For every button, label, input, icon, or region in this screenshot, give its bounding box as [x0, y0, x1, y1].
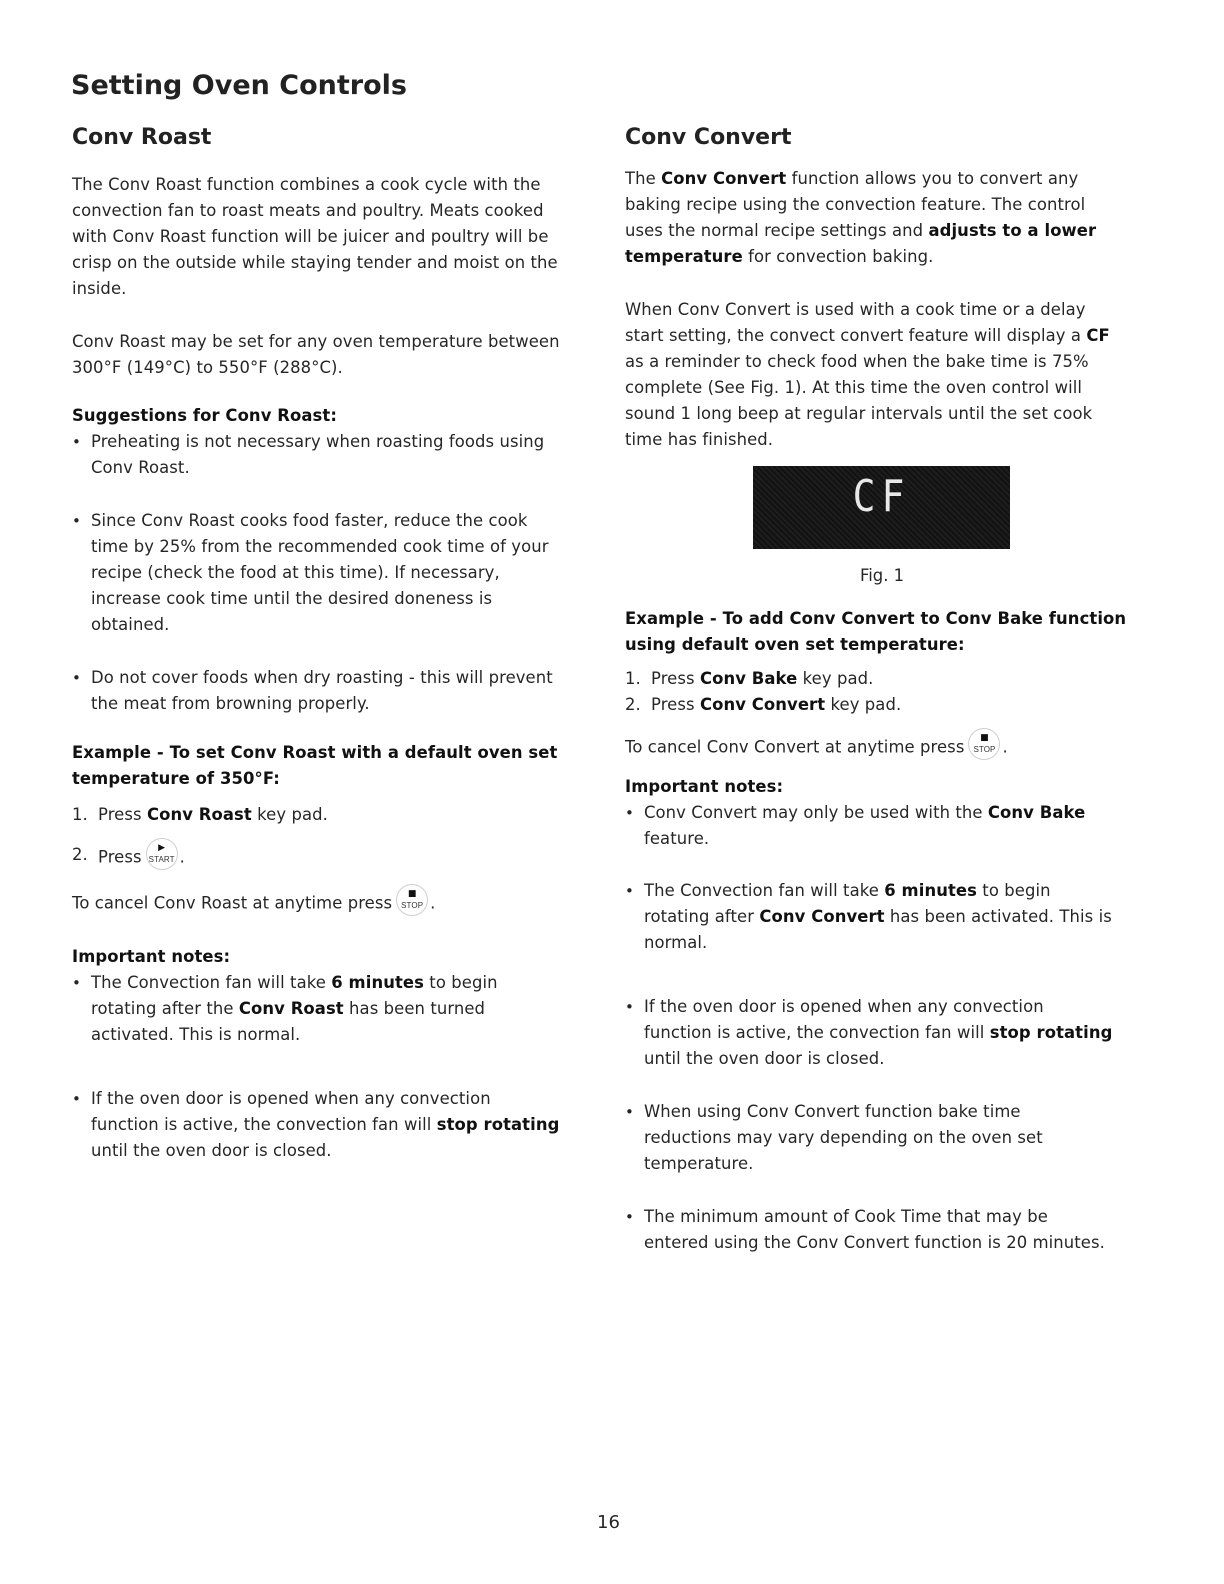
conv-convert-note: • The Convection fan will take 6 minutes to begin rotating after Conv Convert has been activated. This is normal.	[625, 878, 1164, 956]
conv-convert-cancel: To cancel Conv Convert at anytime press ■ STOP .	[625, 732, 1008, 764]
suggestion-item: • Preheating is not necessary when roasting foods using Conv Roast.	[72, 429, 611, 481]
conv-roast-temp-range: Conv Roast may be set for any oven temperature between 300°F (149°C) to 550°F (288°C).	[72, 332, 560, 377]
conv-convert-step-2: 2. Press Conv Convert key pad.	[625, 695, 902, 714]
conv-convert-note: • If the oven door is opened when any convection function is active, the convection fan will stop rotating until the oven door is closed.	[625, 994, 1164, 1072]
conv-roast-heading: Conv Roast	[72, 125, 212, 150]
cf-display-text: CF	[852, 470, 911, 522]
stop-key-icon: ■ STOP	[396, 884, 428, 916]
cf-display-figure	[753, 466, 1010, 549]
conv-convert-notes-heading: Important notes:	[625, 777, 784, 796]
page-number: 16	[597, 1512, 620, 1533]
conv-convert-example-heading: Example - To add Conv Convert to Conv Bake function using default oven set temperature:	[625, 609, 1127, 654]
conv-roast-step-2: 2. Press ▶ START .	[72, 842, 185, 874]
conv-roast-notes-heading: Important notes:	[72, 947, 231, 966]
suggestion-item: • Do not cover foods when dry roasting - this will prevent the meat from browning properly.	[72, 665, 611, 717]
conv-convert-step-1: 1. Press Conv Bake key pad.	[625, 669, 874, 688]
conv-roast-note: • If the oven door is opened when any convection function is active, the convection fan will stop rotating until the oven door is closed.	[72, 1086, 611, 1164]
conv-roast-note: • The Convection fan will take 6 minutes to begin rotating after the Conv Roast has been turned activated. This is normal.	[72, 970, 611, 1048]
conv-convert-note: • When using Conv Convert function bake time reductions may vary depending on the oven set temperature.	[625, 1099, 1164, 1177]
figure-caption: Fig. 1	[860, 566, 905, 585]
conv-convert-note: • The minimum amount of Cook Time that may be entered using the Conv Convert function is 20 minutes.	[625, 1204, 1164, 1256]
suggestion-item: • Since Conv Roast cooks food faster, reduce the cook time by 25% from the recommended cook time of your recipe (check the food at this time). If necessary, increase cook time until the desired doneness is obtained.	[72, 508, 611, 638]
conv-roast-cancel: To cancel Conv Roast at anytime press ■ STOP .	[72, 888, 435, 920]
conv-roast-intro: The Conv Roast function combines a cook cycle with the convection fan to roast meats and poultry. Meats cooked with Conv Roast function will be juicer and poultry will be crisp on the outside while staying tender and moist on the inside.	[72, 175, 558, 298]
conv-convert-intro: The Conv Convert function allows you to convert any baking recipe using the convection feature. The control uses the normal recipe settings and adjusts to a lower temperature for convection baking.	[625, 169, 1097, 266]
start-key-icon: ▶ START	[146, 838, 178, 870]
conv-convert-note: • Conv Convert may only be used with the Conv Bake feature.	[625, 800, 1164, 852]
stop-key-icon: ■ STOP	[968, 728, 1000, 760]
suggestions-heading: Suggestions for Conv Roast:	[72, 406, 337, 425]
conv-convert-description: When Conv Convert is used with a cook time or a delay start setting, the convect convert feature will display a CF as a reminder to check food when the bake time is 75% complete (See Fig. 1). At this time the oven control will sound 1 long beep at regular intervals until the set cook time has finished.	[625, 300, 1110, 449]
conv-convert-heading: Conv Convert	[625, 125, 792, 150]
page-title: Setting Oven Controls	[71, 70, 407, 101]
conv-roast-example-heading: Example - To set Conv Roast with a default oven set temperature of 350°F:	[72, 743, 558, 788]
conv-roast-step-1: 1. Press Conv Roast key pad.	[72, 805, 328, 824]
